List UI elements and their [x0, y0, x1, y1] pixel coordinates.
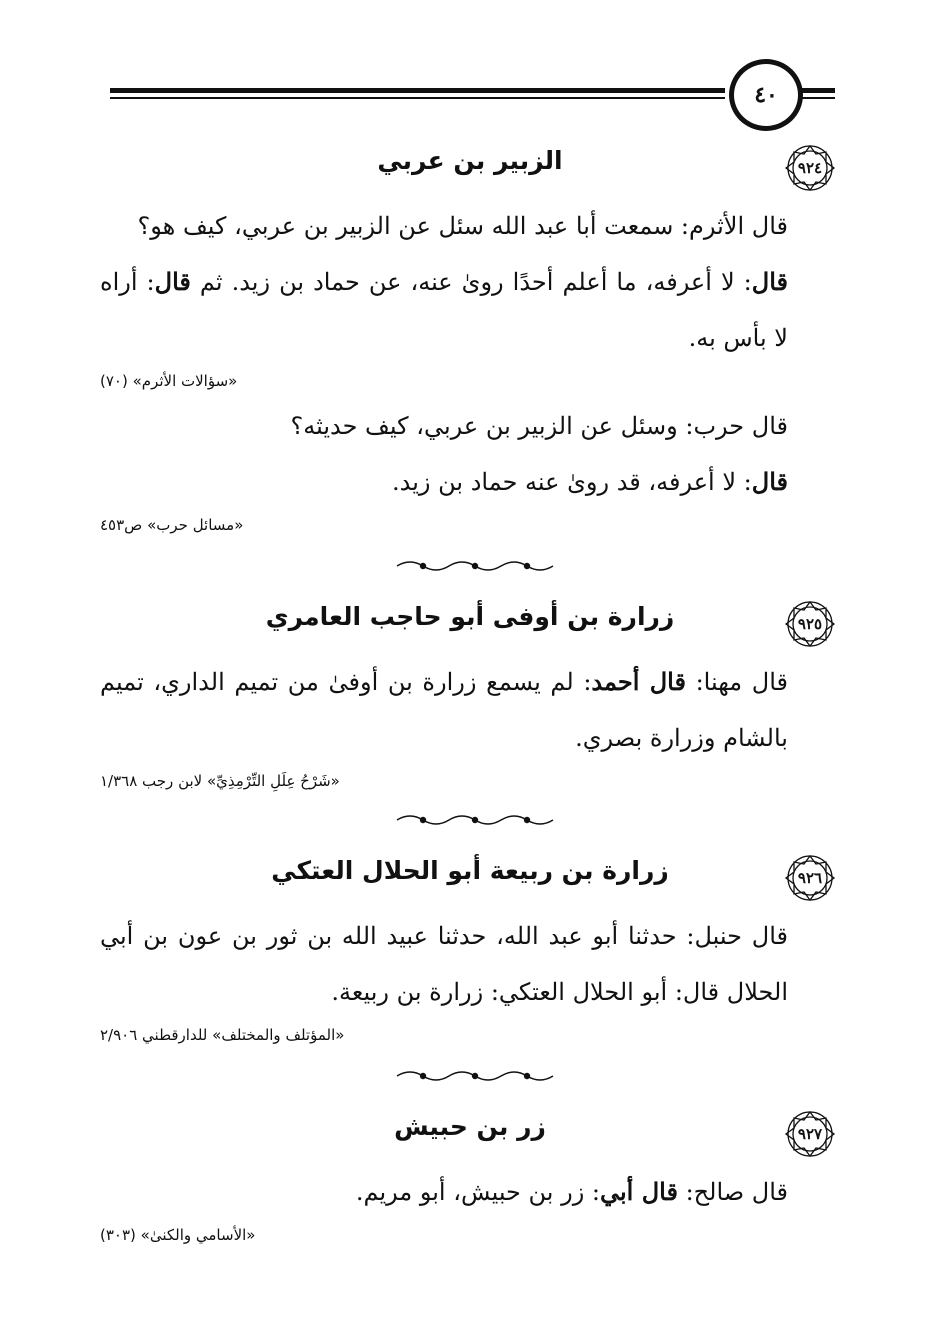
- source-citation: «مسائل حرب» ص٤٥٣: [100, 516, 244, 534]
- source-citation: «الأسامي والكنىٰ» (٣٠٣): [100, 1226, 256, 1244]
- paragraph: [100, 908, 840, 1020]
- paragraph-text: قال صالح:: [677, 1178, 788, 1206]
- source-citation: «سؤالات الأثرم» (٧٠): [100, 372, 238, 390]
- entry-number: ٩٢٤: [797, 159, 823, 177]
- paragraph-text: : زر بن حبيش، أبو مريم.: [355, 1178, 600, 1206]
- entry-title: زرارة بن أوفى أبو حاجب العامري: [265, 602, 675, 631]
- paragraph: [100, 454, 840, 510]
- entry-header: [100, 852, 840, 908]
- flourish-icon: [395, 812, 555, 828]
- paragraph: [100, 254, 840, 366]
- paragraph-text: : لم يسمع زرارة بن أوفىٰ من تميم الداري، تميم بالشام وزرارة بصري.: [100, 668, 788, 752]
- paragraph-text: قال الأثرم: سمعت أبا عبد الله سئل عن الزبير بن عربي، كيف هو؟: [137, 212, 788, 240]
- entry-926: [100, 852, 840, 1044]
- entry-header: [100, 598, 840, 654]
- speaker-label: قال: [154, 267, 191, 296]
- paragraph-text: قال حنبل: حدثنا أبو عبد الله، حدثنا عبيد الله بن ثور بن عون بن أبي الحلال قال: أبو الحلال العتكي: زرارة بن ربيعة.: [100, 922, 788, 1006]
- paragraph-text: : لا أعرفه، ما أعلم أحدًا روىٰ عنه، عن حماد بن زيد. ثم: [190, 268, 752, 296]
- source-citation: «شَرْحُ عِلَلِ التِّرْمِذِيِّ» لابن رجب ١/٣٦٨: [100, 772, 340, 790]
- entry-header: [100, 1108, 840, 1164]
- paragraph-text: : أراه لا بأس به.: [100, 268, 788, 352]
- entry-header: [100, 142, 840, 198]
- paragraph: [100, 398, 840, 454]
- entry-924: [100, 142, 840, 534]
- entry-title: زرارة بن ربيعة أبو الحلال العتكي: [271, 856, 669, 885]
- source-citation: «المؤتلف والمختلف» للدارقطني ٢/٩٠٦: [100, 1026, 345, 1044]
- speaker-label: قال أبي: [600, 1177, 678, 1206]
- page-header: [110, 55, 835, 135]
- paragraph-text: قال حرب: وسئل عن الزبير بن عربي، كيف حديثه؟: [290, 412, 788, 440]
- paragraph: [100, 1164, 840, 1220]
- entry-number: ٩٢٧: [797, 1125, 823, 1143]
- paragraph-text: : لا أعرفه، قد روىٰ عنه حماد بن زيد.: [392, 468, 752, 496]
- speaker-label: قال: [751, 467, 788, 496]
- page-number: ٤٠: [729, 59, 803, 131]
- entry-title: الزبير بن عربي: [377, 146, 563, 175]
- header-rule-thin: [110, 97, 725, 99]
- header-rule-thick: [110, 88, 725, 93]
- entry-925: [100, 598, 840, 790]
- entry-number: ٩٢٥: [797, 615, 823, 633]
- entry-number: ٩٢٦: [797, 869, 823, 887]
- speaker-label: قال: [751, 267, 788, 296]
- paragraph-text: قال مهنا:: [685, 668, 788, 696]
- flourish-icon: [395, 1068, 555, 1084]
- speaker-label: قال أحمد: [591, 667, 686, 696]
- entry-title: زر بن حبيش: [394, 1112, 546, 1141]
- ornament-divider: [395, 1068, 555, 1084]
- paragraph: [100, 198, 840, 254]
- flourish-icon: [395, 558, 555, 574]
- ornament-divider: [395, 812, 555, 828]
- ornament-divider: [395, 558, 555, 574]
- entry-927: [100, 1108, 840, 1244]
- paragraph: [100, 654, 840, 766]
